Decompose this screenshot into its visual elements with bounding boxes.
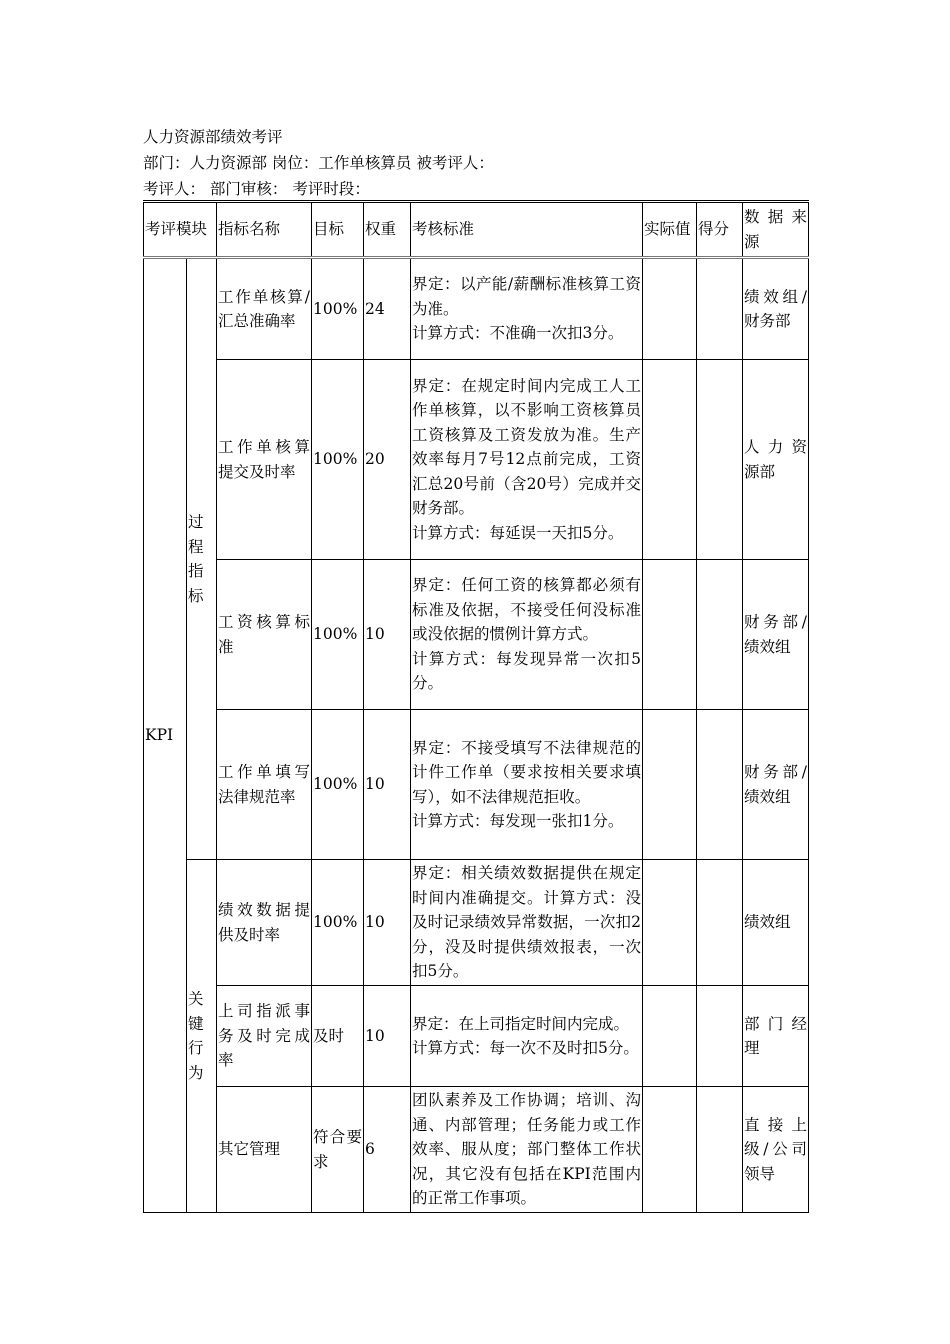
document-title: 人力资源部绩效考评 — [143, 128, 283, 146]
data-source: 人 力 资 源部 — [743, 360, 809, 560]
indicator-name: 工作单填写法律规范率 — [217, 710, 312, 860]
indicator-name: 工作单核算/汇总准确率 — [217, 258, 312, 360]
header-weight: 权重 — [364, 202, 411, 258]
score-cell[interactable] — [697, 560, 743, 710]
indicator-weight: 10 — [364, 560, 411, 710]
score-cell[interactable] — [697, 1087, 743, 1213]
score-cell[interactable] — [697, 710, 743, 860]
actual-value-cell[interactable] — [643, 360, 697, 560]
header-actual-value: 实际值 — [643, 202, 697, 258]
indicator-target: 及时 — [312, 986, 364, 1087]
table-row — [144, 860, 809, 986]
header-data-source: 数 据 来 源 — [743, 202, 809, 258]
actual-value-cell[interactable] — [643, 986, 697, 1087]
department-info-line: 部门：人力资源部 岗位：工作单核算员 被考评人： — [143, 154, 494, 172]
indicator-standard: 界定：以产能/薪酬标准核算工资为准。 计算方式：不准确一次扣3分。 — [411, 258, 643, 360]
data-source: 财务部/绩效组 — [743, 560, 809, 710]
header-indicator-name: 指标名称 — [217, 202, 312, 258]
actual-value-cell[interactable] — [643, 560, 697, 710]
actual-value-cell[interactable] — [643, 258, 697, 360]
indicator-name: 其它管理 — [217, 1087, 312, 1213]
indicator-weight: 24 — [364, 258, 411, 360]
indicator-weight: 10 — [364, 860, 411, 986]
indicator-standard: 界定：任何工资的核算都必须有标准及依据，不接受任何没标准或没依据的惯例计算方式。 计算方式：每发现异常一次扣5分。 — [411, 560, 643, 710]
group-key-behavior: 关键行为 — [187, 860, 217, 1213]
header-target: 目标 — [312, 202, 364, 258]
indicator-target: 100% — [312, 860, 364, 986]
table-row — [144, 258, 809, 360]
indicator-target: 符合要求 — [312, 1087, 364, 1213]
data-source: 绩效组/财务部 — [743, 258, 809, 360]
indicator-name: 工资核算标准 — [217, 560, 312, 710]
actual-value-cell[interactable] — [643, 1087, 697, 1213]
indicator-standard: 团队素养及工作协调；培训、沟通、内部管理；任务能力或工作效率、服从度；部门整体工作状况，其它没有包括在KPI范围内的正常工作事项。 — [411, 1087, 643, 1213]
indicator-weight: 20 — [364, 360, 411, 560]
indicator-standard: 界定：在规定时间内完成工人工作单核算，以不影响工资核算员工资核算及工资发放为准。生产效率每月7号12点前完成，工资汇总20号前（含20号）完成并交财务部。 计算方式：每延误一天扣5分。 — [411, 360, 643, 560]
score-cell[interactable] — [697, 258, 743, 360]
table-row — [144, 560, 809, 710]
header-score: 得分 — [697, 202, 743, 258]
header-module: 考评模块 — [144, 202, 217, 258]
reviewer-info-line: 考评人： 部门审核： 考评时段： — [143, 180, 370, 198]
indicator-target: 100% — [312, 258, 364, 360]
indicator-weight: 10 — [364, 986, 411, 1087]
score-cell[interactable] — [697, 860, 743, 986]
kpi-assessment-table — [143, 200, 809, 1213]
table-row — [144, 710, 809, 860]
indicator-target: 100% — [312, 360, 364, 560]
indicator-name: 工作单核算提交及时率 — [217, 360, 312, 560]
header-standard: 考核标准 — [411, 202, 643, 258]
data-source: 财务部/绩效组 — [743, 710, 809, 860]
data-source: 部 门 经理 — [743, 986, 809, 1087]
indicator-target: 100% — [312, 560, 364, 710]
actual-value-cell[interactable] — [643, 860, 697, 986]
data-source: 直 接 上级/公司领导 — [743, 1087, 809, 1213]
table-row — [144, 1087, 809, 1213]
score-cell[interactable] — [697, 986, 743, 1087]
table-row — [144, 360, 809, 560]
indicator-standard: 界定：在上司指定时间内完成。 计算方式：每一次不及时扣5分。 — [411, 986, 643, 1087]
table-row — [144, 986, 809, 1087]
indicator-name: 绩效数据提供及时率 — [217, 860, 312, 986]
score-cell[interactable] — [697, 360, 743, 560]
data-source: 绩效组 — [743, 860, 809, 986]
table-header-row — [144, 202, 809, 258]
indicator-weight: 10 — [364, 710, 411, 860]
indicator-standard: 界定：相关绩效数据提供在规定时间内准确提交。计算方式：没及时记录绩效异常数据，一次扣2分，没及时提供绩效报表，一次扣5分。 — [411, 860, 643, 986]
group-process-indicator: 过程指标 — [187, 258, 217, 860]
indicator-name: 上司指派事务及时完成率 — [217, 986, 312, 1087]
actual-value-cell[interactable] — [643, 710, 697, 860]
indicator-weight: 6 — [364, 1087, 411, 1213]
indicator-target: 100% — [312, 710, 364, 860]
module-kpi-cell: KPI — [144, 258, 187, 1213]
indicator-standard: 界定：不接受填写不法律规范的计件工作单（要求按相关要求填写），如不法律规范拒收。 计算方式：每发现一张扣1分。 — [411, 710, 643, 860]
